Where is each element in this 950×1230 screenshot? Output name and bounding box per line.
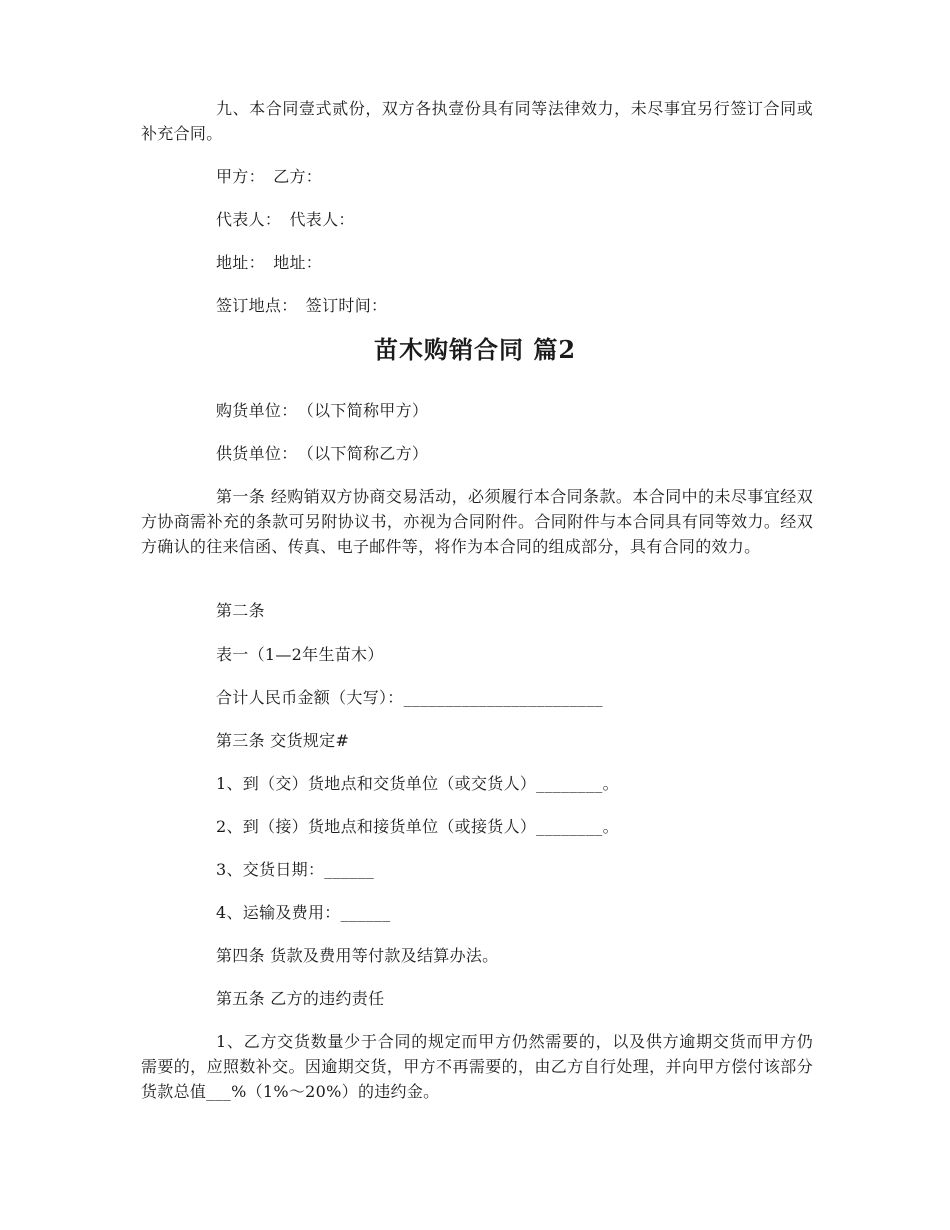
- article-one-paragraph: 第一条 经购销双方协商交易活动，必须履行本合同条款。本合同中的未尽事宜经双方协商需补充的条款可另附协议书，亦视为合同附件。合同附件与本合同具有同等效力。经双方确认的往来信函、传真、电子邮件等，将作为本合同的组成部分，具有合同的效力。: [141, 487, 813, 556]
- article-two-heading: 第二条: [216, 601, 265, 620]
- buyer-line: 购货单位： （以下简称甲方）: [216, 401, 429, 420]
- delivery-item: 1、到（交）货地点和交货单位（或交货人）________。: [216, 774, 619, 793]
- delivery-item: 4、运输及费用：______: [216, 903, 391, 922]
- contract-title: 苗木购销合同 篇2: [373, 335, 577, 364]
- signature-party-line: 甲方： 乙方：: [216, 167, 323, 186]
- signature-representative-line: 代表人： 代表人：: [216, 210, 355, 229]
- supplier-line: 供货单位： （以下简称乙方）: [216, 444, 429, 463]
- signature-address-line: 地址： 地址：: [216, 253, 323, 272]
- section-nine-paragraph: 九、本合同壹式贰份，双方各执壹份具有同等法律效力，未尽事宜另行签订合同或补充合同。: [141, 99, 813, 143]
- article-five-item-one-paragraph: 1、乙方交货数量少于合同的规定而甲方仍然需要的，以及供方逾期交货而甲方仍需要的，应照数补交。因逾期交货，甲方不再需要的，由乙方自行处理，并向甲方偿付该部分货款总值___%（1%～20%）的违约金。: [141, 1032, 813, 1101]
- table-one-caption: 表一（1—2年生苗木）: [216, 645, 384, 664]
- delivery-item: 3、交货日期：______: [216, 860, 375, 879]
- signature-place-time-line: 签订地点： 签订时间：: [216, 296, 388, 315]
- total-amount-line: 合计人民币金额（大写）：________________________: [216, 688, 603, 707]
- article-three-heading: 第三条 交货规定#: [216, 731, 350, 750]
- delivery-item: 2、到（接）货地点和接货单位（或接货人）________。: [216, 817, 619, 836]
- article-five-heading: 第五条 乙方的违约责任: [216, 989, 385, 1008]
- article-four-heading: 第四条 货款及费用等付款及结算办法。: [216, 946, 499, 965]
